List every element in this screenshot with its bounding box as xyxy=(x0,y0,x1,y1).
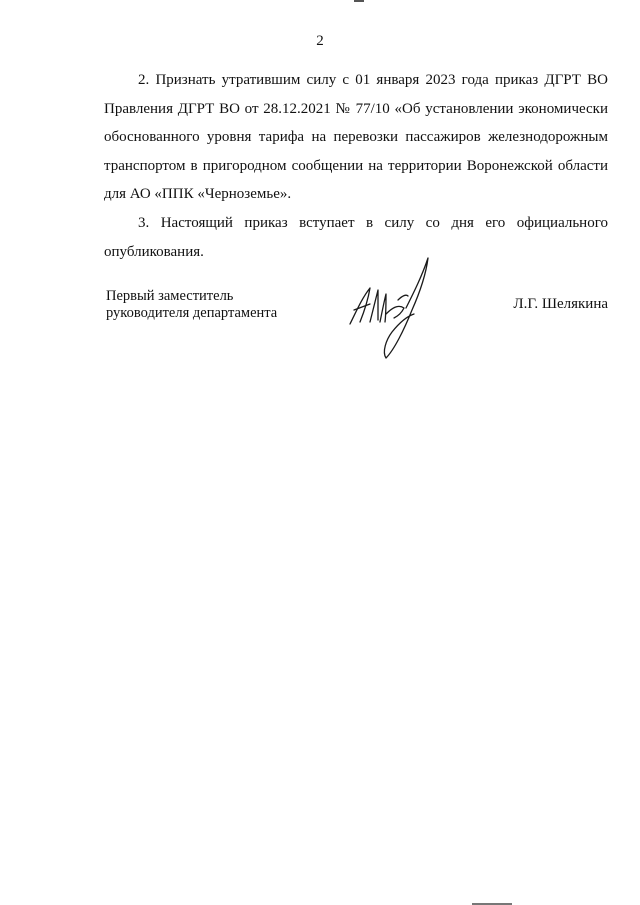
signer-position xyxy=(106,288,346,322)
page-number: 2 xyxy=(316,33,324,49)
document-body xyxy=(104,66,608,266)
signer-name: Л.Г. Шелякина xyxy=(513,296,608,312)
paragraph-item-3: 3. Настоящий приказ вступает в силу со дня его официального опубликования. xyxy=(104,214,608,260)
signer-position-line-1: Первый заместитель xyxy=(106,288,234,304)
handwritten-signature xyxy=(340,252,450,362)
paragraph-item-2: 2. Признать утратившим силу с 01 января 2023 года приказ ДГРТ ВО Правления ДГРТ ВО от 28.12.2021 № 77/10 «Об установлении экономически обоснованного уровня тарифа на перевозки пассажиров железнодорожным транспортом в пригородном сообщении на территории Воронежской области для АО «ППК «Черноземье». xyxy=(104,72,608,203)
signer-position-line-2: руководителя департамента xyxy=(106,305,278,321)
scan-artifact xyxy=(354,0,364,2)
